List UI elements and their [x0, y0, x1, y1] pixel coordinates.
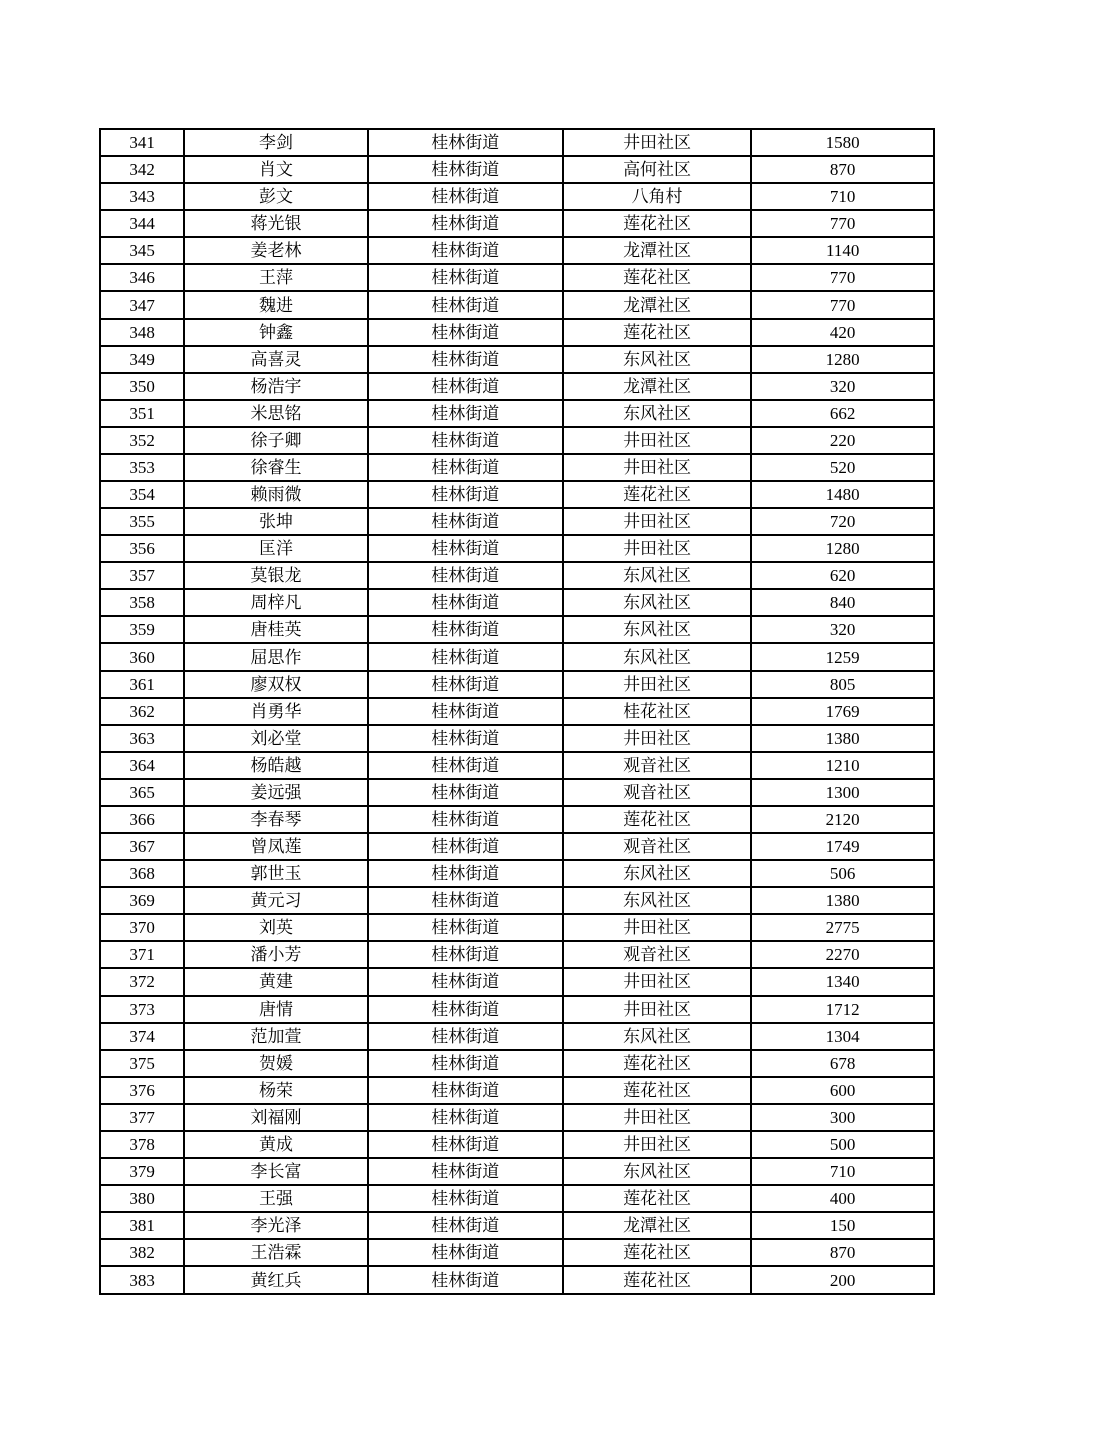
amount-cell: 506 [751, 860, 934, 887]
street-cell: 桂林街道 [368, 291, 563, 318]
community-cell: 观音社区 [563, 752, 751, 779]
person-name-cell: 黄红兵 [184, 1266, 367, 1294]
street-cell: 桂林街道 [368, 508, 563, 535]
amount-cell: 600 [751, 1077, 934, 1104]
community-cell: 莲花社区 [563, 1077, 751, 1104]
street-cell: 桂林街道 [368, 373, 563, 400]
person-name-cell: 徐睿生 [184, 454, 367, 481]
amount-cell: 1380 [751, 887, 934, 914]
amount-cell: 710 [751, 183, 934, 210]
table-row [100, 698, 934, 725]
street-cell: 桂林街道 [368, 1050, 563, 1077]
row-number-cell: 357 [100, 562, 184, 589]
person-name-cell: 李春琴 [184, 806, 367, 833]
row-number-cell: 369 [100, 887, 184, 914]
amount-cell: 400 [751, 1185, 934, 1212]
street-cell: 桂林街道 [368, 1131, 563, 1158]
row-number-cell: 364 [100, 752, 184, 779]
amount-cell: 870 [751, 156, 934, 183]
table-row [100, 481, 934, 508]
community-cell: 莲花社区 [563, 264, 751, 291]
table-row [100, 346, 934, 373]
table-row [100, 373, 934, 400]
amount-cell: 2270 [751, 941, 934, 968]
row-number-cell: 352 [100, 427, 184, 454]
street-cell: 桂林街道 [368, 887, 563, 914]
street-cell: 桂林街道 [368, 779, 563, 806]
person-name-cell: 张坤 [184, 508, 367, 535]
amount-cell: 770 [751, 291, 934, 318]
amount-cell: 770 [751, 210, 934, 237]
table-row [100, 508, 934, 535]
amount-cell: 200 [751, 1266, 934, 1294]
community-cell: 井田社区 [563, 725, 751, 752]
street-cell: 桂林街道 [368, 346, 563, 373]
person-name-cell: 刘必堂 [184, 725, 367, 752]
street-cell: 桂林街道 [368, 1104, 563, 1131]
table-row [100, 129, 934, 156]
street-cell: 桂林街道 [368, 237, 563, 264]
person-name-cell: 匡洋 [184, 535, 367, 562]
community-cell: 莲花社区 [563, 806, 751, 833]
street-cell: 桂林街道 [368, 968, 563, 995]
amount-cell: 220 [751, 427, 934, 454]
person-name-cell: 米思铭 [184, 400, 367, 427]
amount-cell: 1712 [751, 996, 934, 1023]
community-cell: 井田社区 [563, 914, 751, 941]
amount-cell: 420 [751, 319, 934, 346]
row-number-cell: 372 [100, 968, 184, 995]
table-row [100, 752, 934, 779]
street-cell: 桂林街道 [368, 1266, 563, 1294]
amount-cell: 1749 [751, 833, 934, 860]
street-cell: 桂林街道 [368, 319, 563, 346]
table-row [100, 156, 934, 183]
table-row [100, 589, 934, 616]
person-name-cell: 魏进 [184, 291, 367, 318]
row-number-cell: 359 [100, 616, 184, 643]
roster-table-body [100, 129, 934, 1294]
amount-cell: 720 [751, 508, 934, 535]
person-name-cell: 徐子卿 [184, 427, 367, 454]
amount-cell: 150 [751, 1212, 934, 1239]
street-cell: 桂林街道 [368, 643, 563, 670]
table-row [100, 291, 934, 318]
amount-cell: 1769 [751, 698, 934, 725]
row-number-cell: 341 [100, 129, 184, 156]
street-cell: 桂林街道 [368, 671, 563, 698]
person-name-cell: 姜远强 [184, 779, 367, 806]
table-row [100, 1239, 934, 1266]
table-row [100, 914, 934, 941]
person-name-cell: 肖勇华 [184, 698, 367, 725]
table-row [100, 616, 934, 643]
amount-cell: 870 [751, 1239, 934, 1266]
row-number-cell: 358 [100, 589, 184, 616]
community-cell: 龙潭社区 [563, 373, 751, 400]
street-cell: 桂林街道 [368, 860, 563, 887]
amount-cell: 1300 [751, 779, 934, 806]
community-cell: 高何社区 [563, 156, 751, 183]
table-row [100, 535, 934, 562]
person-name-cell: 高喜灵 [184, 346, 367, 373]
person-name-cell: 杨荣 [184, 1077, 367, 1104]
row-number-cell: 381 [100, 1212, 184, 1239]
row-number-cell: 353 [100, 454, 184, 481]
table-row [100, 264, 934, 291]
person-name-cell: 王浩霖 [184, 1239, 367, 1266]
table-row [100, 806, 934, 833]
street-cell: 桂林街道 [368, 616, 563, 643]
community-cell: 东风社区 [563, 346, 751, 373]
community-cell: 东风社区 [563, 887, 751, 914]
roster-table [99, 128, 935, 1295]
community-cell: 莲花社区 [563, 1239, 751, 1266]
row-number-cell: 365 [100, 779, 184, 806]
amount-cell: 1280 [751, 535, 934, 562]
table-row [100, 671, 934, 698]
table-row [100, 454, 934, 481]
row-number-cell: 362 [100, 698, 184, 725]
row-number-cell: 349 [100, 346, 184, 373]
row-number-cell: 366 [100, 806, 184, 833]
amount-cell: 500 [751, 1131, 934, 1158]
community-cell: 东风社区 [563, 589, 751, 616]
community-cell: 井田社区 [563, 508, 751, 535]
community-cell: 井田社区 [563, 454, 751, 481]
street-cell: 桂林街道 [368, 725, 563, 752]
row-number-cell: 347 [100, 291, 184, 318]
street-cell: 桂林街道 [368, 535, 563, 562]
amount-cell: 1340 [751, 968, 934, 995]
community-cell: 东风社区 [563, 1158, 751, 1185]
person-name-cell: 李光泽 [184, 1212, 367, 1239]
row-number-cell: 373 [100, 996, 184, 1023]
person-name-cell: 刘福刚 [184, 1104, 367, 1131]
street-cell: 桂林街道 [368, 210, 563, 237]
community-cell: 八角村 [563, 183, 751, 210]
row-number-cell: 382 [100, 1239, 184, 1266]
row-number-cell: 355 [100, 508, 184, 535]
street-cell: 桂林街道 [368, 1077, 563, 1104]
person-name-cell: 唐情 [184, 996, 367, 1023]
community-cell: 井田社区 [563, 1104, 751, 1131]
street-cell: 桂林街道 [368, 1239, 563, 1266]
row-number-cell: 380 [100, 1185, 184, 1212]
row-number-cell: 379 [100, 1158, 184, 1185]
community-cell: 观音社区 [563, 779, 751, 806]
table-row [100, 887, 934, 914]
street-cell: 桂林街道 [368, 183, 563, 210]
person-name-cell: 王萍 [184, 264, 367, 291]
street-cell: 桂林街道 [368, 589, 563, 616]
table-row [100, 1023, 934, 1050]
row-number-cell: 344 [100, 210, 184, 237]
amount-cell: 1140 [751, 237, 934, 264]
street-cell: 桂林街道 [368, 1158, 563, 1185]
table-row [100, 968, 934, 995]
amount-cell: 620 [751, 562, 934, 589]
amount-cell: 770 [751, 264, 934, 291]
person-name-cell: 曾凤莲 [184, 833, 367, 860]
table-row [100, 643, 934, 670]
street-cell: 桂林街道 [368, 833, 563, 860]
table-row [100, 427, 934, 454]
row-number-cell: 345 [100, 237, 184, 264]
street-cell: 桂林街道 [368, 264, 563, 291]
street-cell: 桂林街道 [368, 1212, 563, 1239]
table-row [100, 1266, 934, 1294]
person-name-cell: 杨皓越 [184, 752, 367, 779]
table-row [100, 833, 934, 860]
community-cell: 莲花社区 [563, 210, 751, 237]
street-cell: 桂林街道 [368, 1023, 563, 1050]
street-cell: 桂林街道 [368, 698, 563, 725]
community-cell: 莲花社区 [563, 1266, 751, 1294]
table-row [100, 1104, 934, 1131]
row-number-cell: 376 [100, 1077, 184, 1104]
row-number-cell: 377 [100, 1104, 184, 1131]
person-name-cell: 杨浩宇 [184, 373, 367, 400]
amount-cell: 2775 [751, 914, 934, 941]
community-cell: 观音社区 [563, 833, 751, 860]
row-number-cell: 363 [100, 725, 184, 752]
row-number-cell: 346 [100, 264, 184, 291]
person-name-cell: 黄成 [184, 1131, 367, 1158]
row-number-cell: 350 [100, 373, 184, 400]
amount-cell: 520 [751, 454, 934, 481]
person-name-cell: 范加萱 [184, 1023, 367, 1050]
community-cell: 莲花社区 [563, 1185, 751, 1212]
row-number-cell: 361 [100, 671, 184, 698]
row-number-cell: 378 [100, 1131, 184, 1158]
person-name-cell: 刘英 [184, 914, 367, 941]
community-cell: 龙潭社区 [563, 1212, 751, 1239]
community-cell: 东风社区 [563, 643, 751, 670]
community-cell: 东风社区 [563, 616, 751, 643]
amount-cell: 1304 [751, 1023, 934, 1050]
table-row [100, 725, 934, 752]
person-name-cell: 屈思作 [184, 643, 367, 670]
table-row [100, 210, 934, 237]
row-number-cell: 351 [100, 400, 184, 427]
community-cell: 井田社区 [563, 996, 751, 1023]
table-row [100, 562, 934, 589]
row-number-cell: 368 [100, 860, 184, 887]
row-number-cell: 354 [100, 481, 184, 508]
row-number-cell: 348 [100, 319, 184, 346]
street-cell: 桂林街道 [368, 400, 563, 427]
community-cell: 观音社区 [563, 941, 751, 968]
table-row [100, 183, 934, 210]
row-number-cell: 383 [100, 1266, 184, 1294]
amount-cell: 1580 [751, 129, 934, 156]
street-cell: 桂林街道 [368, 996, 563, 1023]
table-row [100, 860, 934, 887]
community-cell: 井田社区 [563, 129, 751, 156]
person-name-cell: 唐桂英 [184, 616, 367, 643]
person-name-cell: 肖文 [184, 156, 367, 183]
table-row [100, 400, 934, 427]
person-name-cell: 郭世玉 [184, 860, 367, 887]
community-cell: 井田社区 [563, 427, 751, 454]
community-cell: 井田社区 [563, 968, 751, 995]
table-row [100, 1185, 934, 1212]
amount-cell: 1280 [751, 346, 934, 373]
row-number-cell: 360 [100, 643, 184, 670]
table-row [100, 996, 934, 1023]
community-cell: 莲花社区 [563, 319, 751, 346]
street-cell: 桂林街道 [368, 914, 563, 941]
person-name-cell: 钟鑫 [184, 319, 367, 346]
person-name-cell: 贺媛 [184, 1050, 367, 1077]
table-row [100, 319, 934, 346]
person-name-cell: 黄元习 [184, 887, 367, 914]
community-cell: 井田社区 [563, 1131, 751, 1158]
street-cell: 桂林街道 [368, 806, 563, 833]
person-name-cell: 廖双权 [184, 671, 367, 698]
row-number-cell: 356 [100, 535, 184, 562]
street-cell: 桂林街道 [368, 427, 563, 454]
community-cell: 东风社区 [563, 400, 751, 427]
amount-cell: 662 [751, 400, 934, 427]
community-cell: 东风社区 [563, 860, 751, 887]
person-name-cell: 赖雨微 [184, 481, 367, 508]
community-cell: 桂花社区 [563, 698, 751, 725]
table-row [100, 237, 934, 264]
amount-cell: 1480 [751, 481, 934, 508]
street-cell: 桂林街道 [368, 1185, 563, 1212]
person-name-cell: 莫银龙 [184, 562, 367, 589]
row-number-cell: 371 [100, 941, 184, 968]
table-row [100, 1131, 934, 1158]
community-cell: 莲花社区 [563, 1050, 751, 1077]
amount-cell: 840 [751, 589, 934, 616]
row-number-cell: 375 [100, 1050, 184, 1077]
community-cell: 井田社区 [563, 535, 751, 562]
person-name-cell: 潘小芳 [184, 941, 367, 968]
community-cell: 东风社区 [563, 1023, 751, 1050]
row-number-cell: 367 [100, 833, 184, 860]
person-name-cell: 蒋光银 [184, 210, 367, 237]
person-name-cell: 王强 [184, 1185, 367, 1212]
community-cell: 龙潭社区 [563, 291, 751, 318]
street-cell: 桂林街道 [368, 129, 563, 156]
table-row [100, 941, 934, 968]
amount-cell: 320 [751, 373, 934, 400]
row-number-cell: 374 [100, 1023, 184, 1050]
street-cell: 桂林街道 [368, 941, 563, 968]
street-cell: 桂林街道 [368, 562, 563, 589]
table-row [100, 1158, 934, 1185]
table-row [100, 1212, 934, 1239]
person-name-cell: 彭文 [184, 183, 367, 210]
row-number-cell: 342 [100, 156, 184, 183]
street-cell: 桂林街道 [368, 481, 563, 508]
street-cell: 桂林街道 [368, 156, 563, 183]
table-row [100, 1077, 934, 1104]
amount-cell: 1210 [751, 752, 934, 779]
street-cell: 桂林街道 [368, 752, 563, 779]
row-number-cell: 343 [100, 183, 184, 210]
street-cell: 桂林街道 [368, 454, 563, 481]
amount-cell: 2120 [751, 806, 934, 833]
person-name-cell: 姜老林 [184, 237, 367, 264]
amount-cell: 678 [751, 1050, 934, 1077]
amount-cell: 1259 [751, 643, 934, 670]
row-number-cell: 370 [100, 914, 184, 941]
community-cell: 龙潭社区 [563, 237, 751, 264]
amount-cell: 300 [751, 1104, 934, 1131]
community-cell: 东风社区 [563, 562, 751, 589]
person-name-cell: 黄建 [184, 968, 367, 995]
person-name-cell: 李剑 [184, 129, 367, 156]
table-row [100, 779, 934, 806]
person-name-cell: 李长富 [184, 1158, 367, 1185]
person-name-cell: 周梓凡 [184, 589, 367, 616]
amount-cell: 1380 [751, 725, 934, 752]
community-cell: 莲花社区 [563, 481, 751, 508]
table-row [100, 1050, 934, 1077]
amount-cell: 710 [751, 1158, 934, 1185]
amount-cell: 805 [751, 671, 934, 698]
community-cell: 井田社区 [563, 671, 751, 698]
amount-cell: 320 [751, 616, 934, 643]
